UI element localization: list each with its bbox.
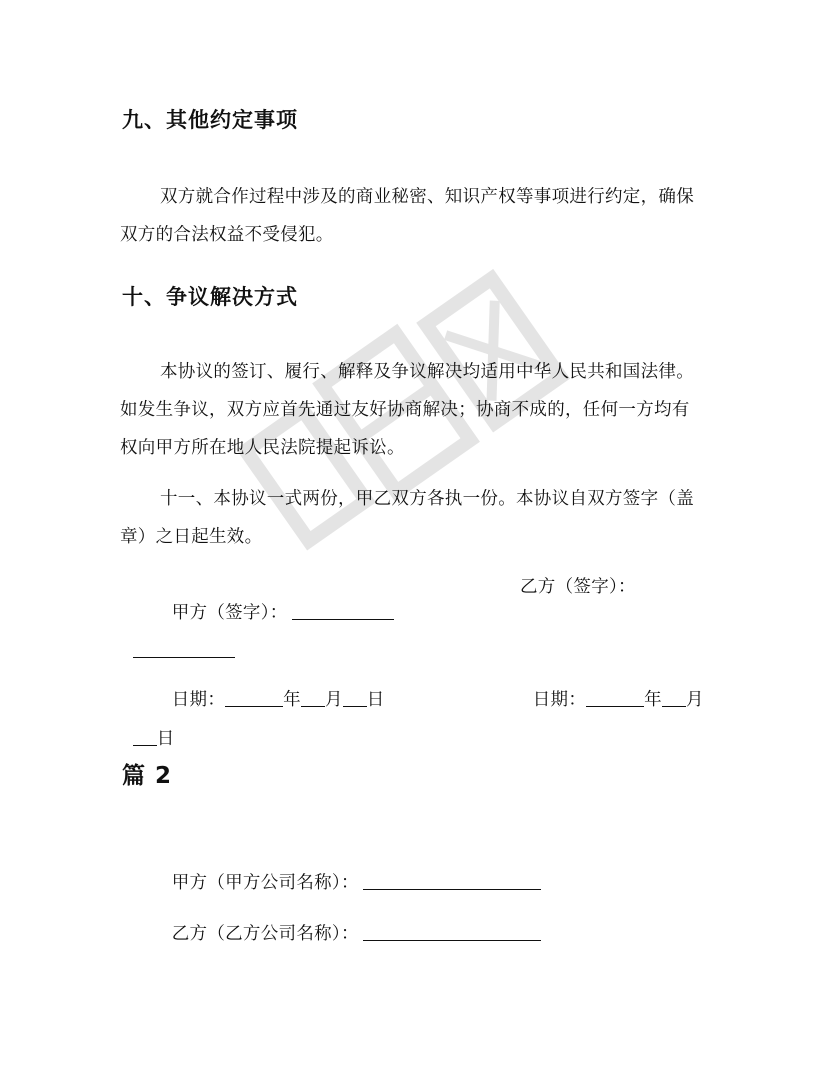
party-b-date-row: [521, 661, 704, 713]
day-label: 日: [156, 729, 175, 749]
party-b-signature-row: [121, 612, 235, 664]
party-a-date-row: [160, 661, 385, 713]
part-2-party-a-row: [160, 844, 541, 896]
date-label: 日期：: [532, 690, 587, 710]
year-blank[interactable]: [586, 688, 644, 707]
section-10-body: 本协议的签订、履行、解释及争议解决均适用中华人民共和国法律。如发生争议，双方应首先通过友好协商解决；协商不成的，任何一方均有权向甲方所在地人民法院提起诉讼。: [120, 362, 694, 458]
part-2-party-b-row: [160, 895, 541, 947]
month-blank[interactable]: [662, 688, 686, 707]
party-a-signature-blank[interactable]: [292, 601, 394, 620]
month-label: 月: [324, 690, 343, 710]
year-label: 年: [283, 690, 301, 710]
day-blank[interactable]: [343, 688, 367, 707]
day-label: 日: [366, 690, 385, 710]
part-2-party-b-label: 乙方（乙方公司名称）：: [171, 924, 359, 944]
day-blank[interactable]: [133, 727, 157, 746]
section-9-body: 双方就合作过程中涉及的商业秘密、知识产权等事项进行约定，确保双方的合法权益不受侵犯。: [120, 187, 694, 245]
year-blank[interactable]: [225, 688, 283, 707]
section-11-body: 十一、本协议一式两份，甲乙双方各执一份。本协议自双方签字（盖章）之日起生效。: [120, 489, 694, 547]
section-heading-10: 十、争议解决方式: [122, 285, 298, 309]
party-b-date-row-cont: [121, 700, 175, 752]
party-b-signature-label: 乙方（签字）：: [520, 577, 636, 597]
year-label: 年: [644, 690, 662, 710]
party-a-company-blank[interactable]: [363, 871, 541, 890]
party-a-signature-label: 甲方（签字）：: [171, 603, 288, 623]
section-heading-9: 九、其他约定事项: [122, 108, 298, 132]
party-b-company-blank[interactable]: [363, 922, 541, 941]
part-2-heading: 篇 2: [122, 763, 173, 789]
party-b-signature-blank[interactable]: [133, 639, 235, 658]
date-label: 日期：: [171, 690, 226, 710]
month-blank[interactable]: [301, 688, 325, 707]
part-2-party-a-label: 甲方（甲方公司名称）：: [171, 873, 359, 893]
month-label: 月: [685, 690, 704, 710]
